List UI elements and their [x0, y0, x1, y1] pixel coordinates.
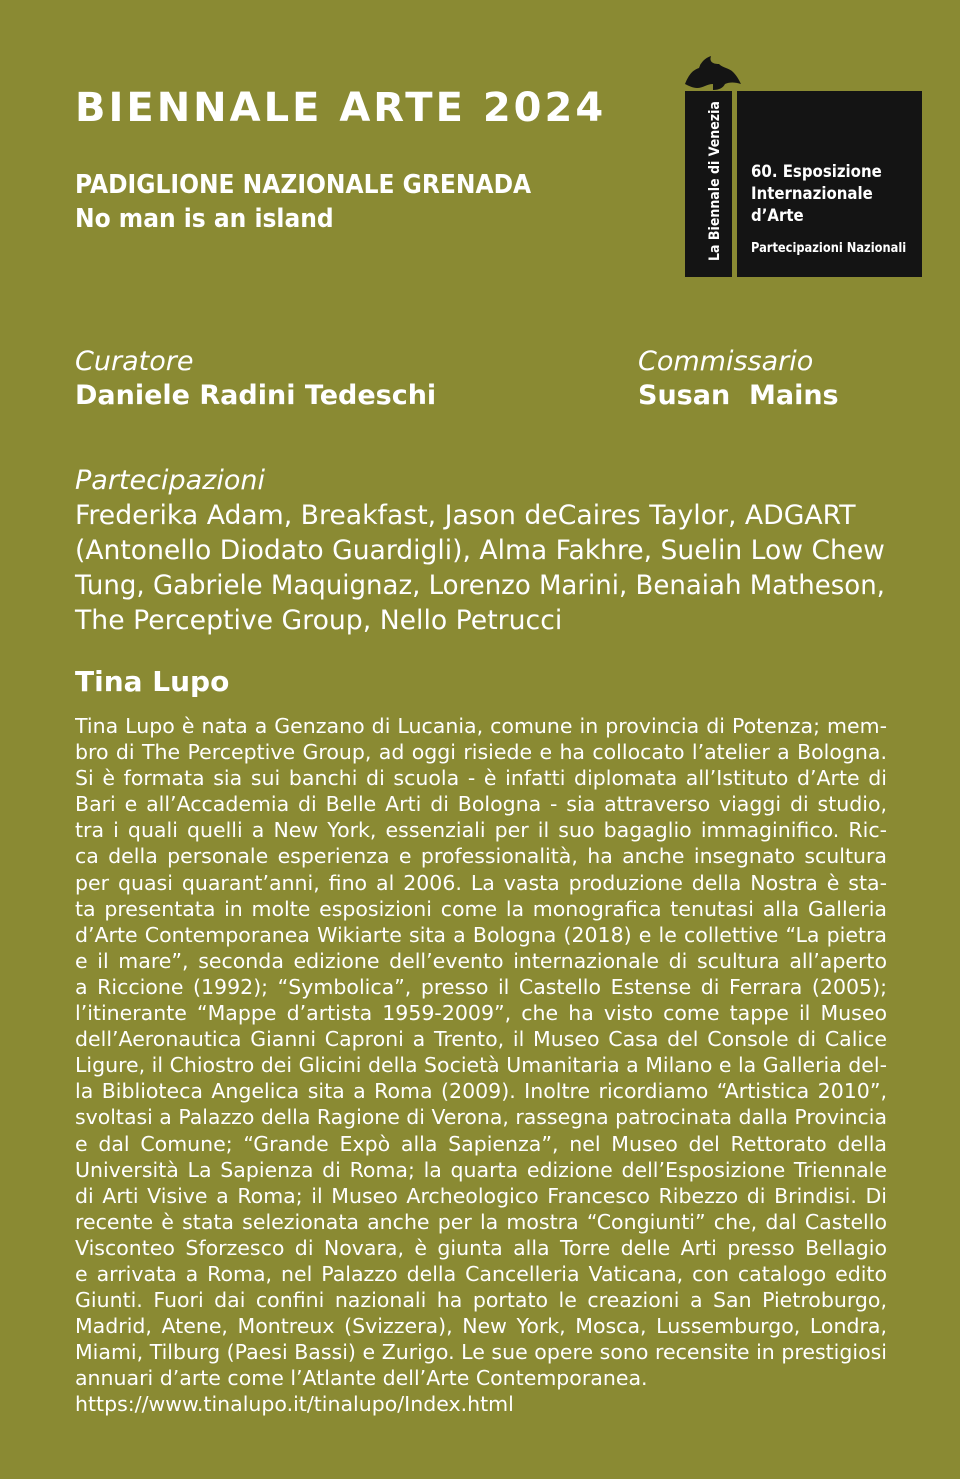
page-title: BIENNALE ARTE 2024	[75, 85, 607, 131]
bio-line: tra i quali quelli a New York, essenziali per il suo bagaglio immaginifico. Ric-	[75, 818, 887, 843]
logo-title	[751, 161, 882, 227]
bio-line: bro di The Perceptive Group, ad oggi risiede e ha collocato l’atelier a Bologna.	[75, 740, 887, 765]
biennale-logo	[685, 91, 922, 277]
bio-line: annuari d’arte come l’Atlante dell’Arte Contemporanea.	[75, 1366, 648, 1391]
bio-line: ca della personale esperienza e professionalità, ha anche insegnato scultura	[75, 844, 887, 869]
curator-label: Curatore	[75, 346, 194, 377]
bio-line: d’Arte Contemporanea Wikiarte sita a Bologna (2018) e le collettive “La pietra	[75, 922, 887, 947]
participants-line: Frederika Adam, Breakfast, Jason deCaires Taylor, ADGART	[75, 500, 856, 531]
participants-line: The Perceptive Group, Nello Petrucci	[75, 605, 563, 636]
artist-website-link[interactable]: https://www.tinalupo.it/tinalupo/Index.html	[75, 1392, 514, 1417]
bio-line: per quasi quarant’anni, fino al 2006. La vasta produzione della Nostra è sta-	[75, 870, 887, 895]
logo-line-2: Internazionale	[751, 184, 873, 204]
logo-subtitle: Partecipazioni Nazionali	[751, 241, 907, 256]
bio-line: e il mare”, seconda edizione dell’evento internazionale di scultura all’aperto	[75, 948, 887, 973]
bio-line: ta presentata in molte esposizioni come la monografica tenutasi alla Galleria	[75, 896, 887, 921]
participants-list	[75, 498, 895, 638]
participants-line: (Antonello Diodato Guardigli), Alma Fakhre, Suelin Low Chew	[75, 535, 885, 566]
participants-line: Tung, Gabriele Maquignaz, Lorenzo Marini, Benaiah Matheson,	[75, 570, 885, 601]
bio-line: Tina Lupo è nata a Genzano di Lucania, comune in provincia di Potenza; mem-	[75, 714, 887, 738]
bio-line: e arrivata a Roma, nel Palazzo della Cancelleria Vaticana, con catalogo edito	[75, 1261, 887, 1286]
curator-name: Daniele Radini Tedeschi	[75, 380, 437, 411]
bio-line: la Biblioteca Angelica sita a Roma (2009). Inoltre ricordiamo “Artistica 2010”,	[75, 1079, 887, 1104]
exhibition-subtitle: No man is an island	[75, 204, 334, 234]
commissioner-name: Susan Mains	[638, 380, 839, 411]
bio-line: Bari e all’Accademia di Belle Arti di Bologna - sia attraverso viaggi di studio,	[75, 792, 887, 817]
logo-line-1: 60. Esposizione	[751, 162, 882, 182]
bio-line: Visconteo Sforzesco di Novara, è giunta alla Torre delle Arti presso Bellagio	[75, 1235, 887, 1260]
bio-line: Si è formata sia sui banchi di scuola - è infatti diplomata all’Istituto d’Arte di	[75, 766, 887, 791]
bio-line: l’itinerante “Mappe d’artista 1959-2009”, che ha visto come tappe il Museo	[75, 1001, 887, 1026]
pavilion-heading	[75, 168, 531, 236]
curator-block	[75, 345, 436, 413]
logo-vertical-text: La Biennale di Venezia	[707, 101, 723, 261]
pavilion-name: PADIGLIONE NAZIONALE GRENADA	[75, 170, 532, 200]
bio-line: Miami, Tilburg (Paesi Bassi) e Zurigo. Le sue opere sono recensite in prestigiosi	[75, 1340, 887, 1365]
bio-line: recente è stata selezionata anche per la mostra “Congiunti” che, dal Castello	[75, 1209, 887, 1234]
bio-line: e dal Comune; “Grande Expò alla Sapienza”, nel Museo del Rettorato della	[75, 1131, 887, 1156]
bio-line: Giunti. Fuori dai confini nazionali ha portato le creazioni a San Pietroburgo,	[75, 1288, 887, 1313]
bio-line: svoltasi a Palazzo della Ragione di Verona, rassegna patrocinata dalla Provincia	[75, 1105, 887, 1130]
logo-line-3: d’Arte	[751, 206, 804, 226]
artist-name: Tina Lupo	[75, 665, 230, 698]
bio-line: Ligure, il Chiostro dei Glicini della Società Umanitaria a Milano e la Galleria del-	[75, 1053, 887, 1078]
artist-biography	[75, 713, 887, 1418]
commissioner-label: Commissario	[638, 346, 814, 377]
participations-block	[75, 464, 895, 638]
logo-panel	[737, 91, 922, 277]
commissioner-block	[638, 345, 839, 413]
winged-lion-icon	[683, 54, 743, 94]
bio-line: Università La Sapienza di Roma; la quarta edizione dell’Esposizione Triennale	[75, 1157, 887, 1182]
logo-strip	[685, 91, 732, 277]
bio-line: di Arti Visive a Roma; il Museo Archeologico Francesco Ribezzo di Brindisi. Di	[75, 1183, 887, 1208]
bio-line: dell’Aeronautica Gianni Caproni a Trento, il Museo Casa del Console di Calice	[75, 1027, 887, 1052]
participations-label: Partecipazioni	[75, 465, 265, 496]
bio-line: a Riccione (1992); “Symbolica”, presso il Castello Estense di Ferrara (2005);	[75, 974, 887, 999]
bio-line: Madrid, Atene, Montreux (Svizzera), New York, Mosca, Lussemburgo, Londra,	[75, 1314, 887, 1339]
